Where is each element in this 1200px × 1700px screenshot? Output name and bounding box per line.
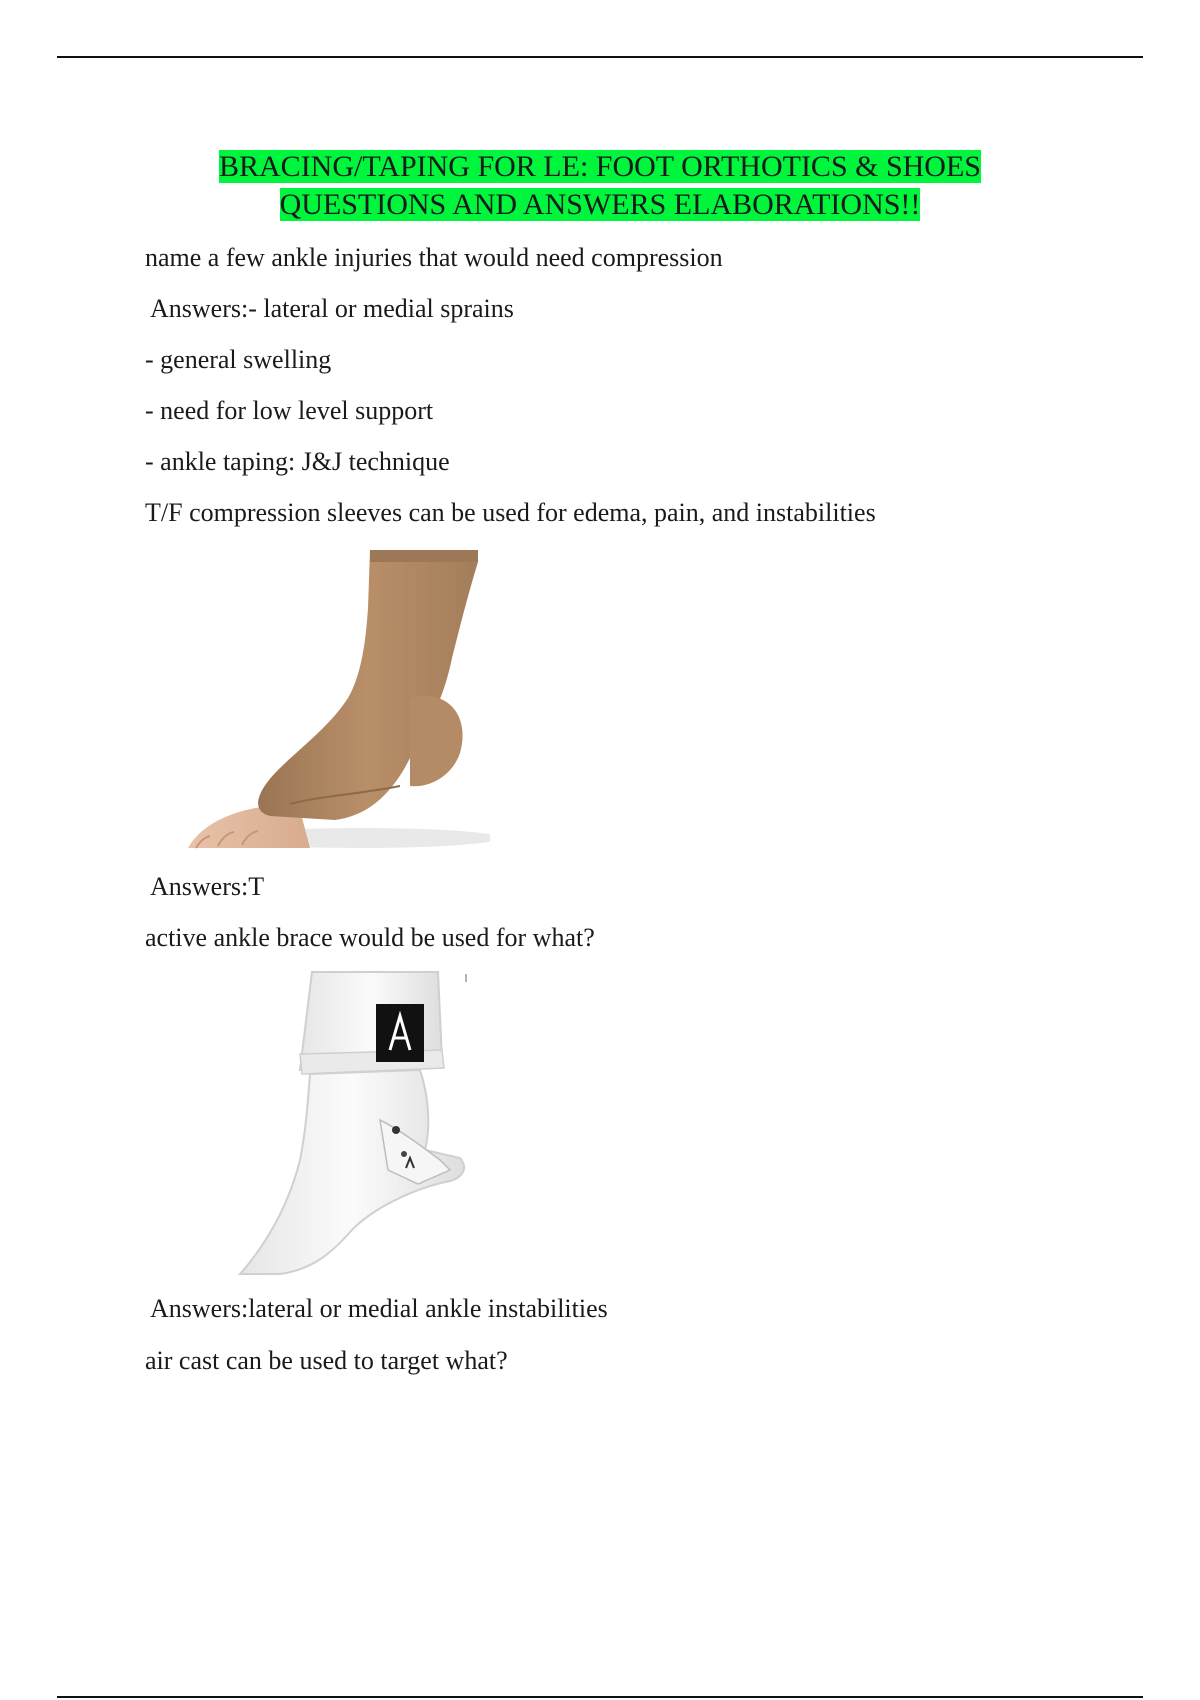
question-1: name a few ankle injuries that would need compression [145, 243, 723, 272]
title-line-1: BRACING/TAPING FOR LE: FOOT ORTHOTICS & SHOES [219, 150, 981, 183]
active-ankle-brace-image [220, 970, 520, 1276]
answer-1-line-4: - ankle taping: J&J technique [145, 447, 450, 476]
compression-sleeve-image [160, 548, 490, 852]
question-2: T/F compression sleeves can be used for edema, pain, and instabilities [145, 498, 876, 527]
title-line-2: QUESTIONS AND ANSWERS ELABORATIONS!! [279, 188, 921, 221]
answer-1-line-1: Answers:- lateral or medial sprains [150, 294, 514, 323]
question-4: air cast can be used to target what? [145, 1346, 508, 1375]
question-3: active ankle brace would be used for what? [145, 923, 595, 952]
answer-1-line-3: - need for low level support [145, 396, 434, 425]
answer-1-line-2: - general swelling [145, 345, 332, 374]
bottom-rule [57, 1696, 1143, 1698]
answer-2: Answers:T [150, 872, 265, 901]
document-title [0, 148, 1200, 224]
top-rule [57, 56, 1143, 58]
answer-3: Answers:lateral or medial ankle instabilities [150, 1294, 608, 1323]
